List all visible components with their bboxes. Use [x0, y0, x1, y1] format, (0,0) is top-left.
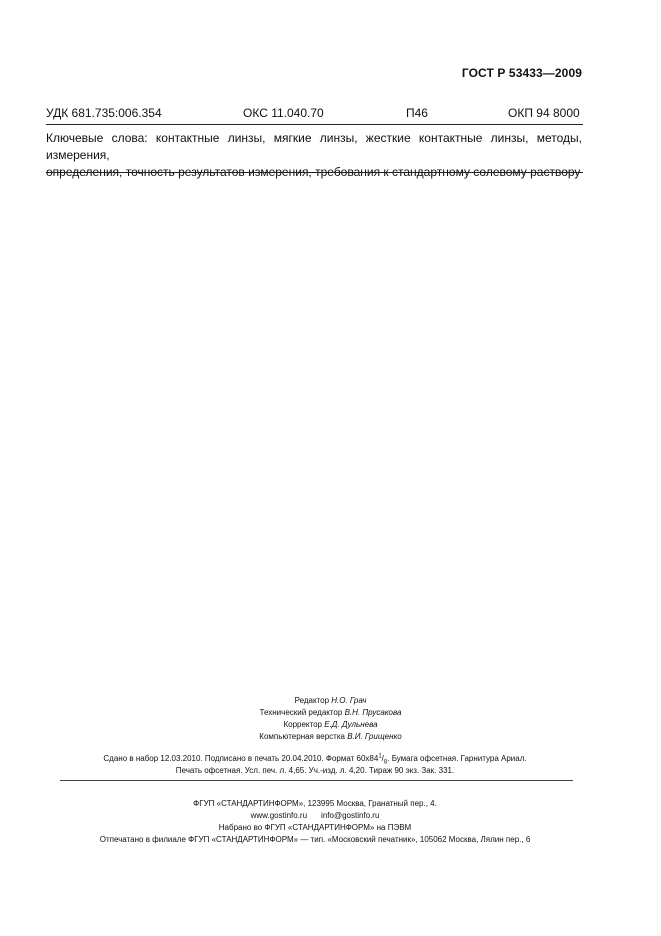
publisher-contacts [0, 810, 630, 822]
group-code: П46 [406, 106, 428, 120]
oks-code: ОКС 11.040.70 [243, 106, 324, 120]
udk-code: УДК 681.735:006.354 [46, 106, 162, 120]
keywords-line-1: Ключевые слова: контактные линзы, мягкие линзы, жесткие контактные линзы, методы, измерения, [46, 131, 582, 162]
credits-block [0, 695, 661, 743]
print-info [0, 753, 630, 777]
publisher-website: www.gostinfo.ru [250, 811, 308, 820]
publisher-block [0, 798, 630, 846]
publisher-email: info@gostinfo.ru [321, 811, 380, 820]
footer-divider [60, 780, 573, 781]
standard-code: ГОСТ Р 53433—2009 [461, 66, 582, 80]
credit-layout: Компьютерная верстка В.И. Грищенко [259, 732, 402, 741]
print-info-line-2: Печать офсетная. Усл. печ. л. 4,65. Уч.-изд. л. 4,20. Тираж 90 экз. Зак. 331. [175, 766, 455, 775]
credit-corrector: Корректор Е.Д. Дульнева [283, 720, 378, 729]
credit-tech-editor: Технический редактор В.Н. Прусакова [259, 708, 402, 717]
publisher-typeset: Набрано во ФГУП «СТАНДАРТИНФОРМ» на ПЭВМ [218, 823, 412, 832]
okp-code: ОКП 94 8000 [508, 106, 580, 120]
top-divider [46, 124, 583, 125]
keywords-block [46, 130, 582, 181]
print-info-line-1: Сдано в набор 12.03.2010. Подписано в печать 20.04.2010. Формат $60x84^1/_8$. Бумага офсетная. Гарнитура Ариал. [103, 753, 527, 766]
publisher-address: ФГУП «СТАНДАРТИНФОРМ», 123995 Москва, Гранатный пер., 4. [193, 799, 437, 808]
publisher-printed: Отпечатано в филиале ФГУП «СТАНДАРТИНФОРМ» — тип. «Московский печатник», 105062 Москва, Лялин пер., 6 [99, 835, 531, 844]
credit-editor: Редактор Н.О. Грач [294, 696, 367, 705]
keywords-line-2: определения, точность результатов измерения, требования к стандартному солевому раствору [46, 165, 581, 179]
keywords-divider [46, 172, 583, 173]
